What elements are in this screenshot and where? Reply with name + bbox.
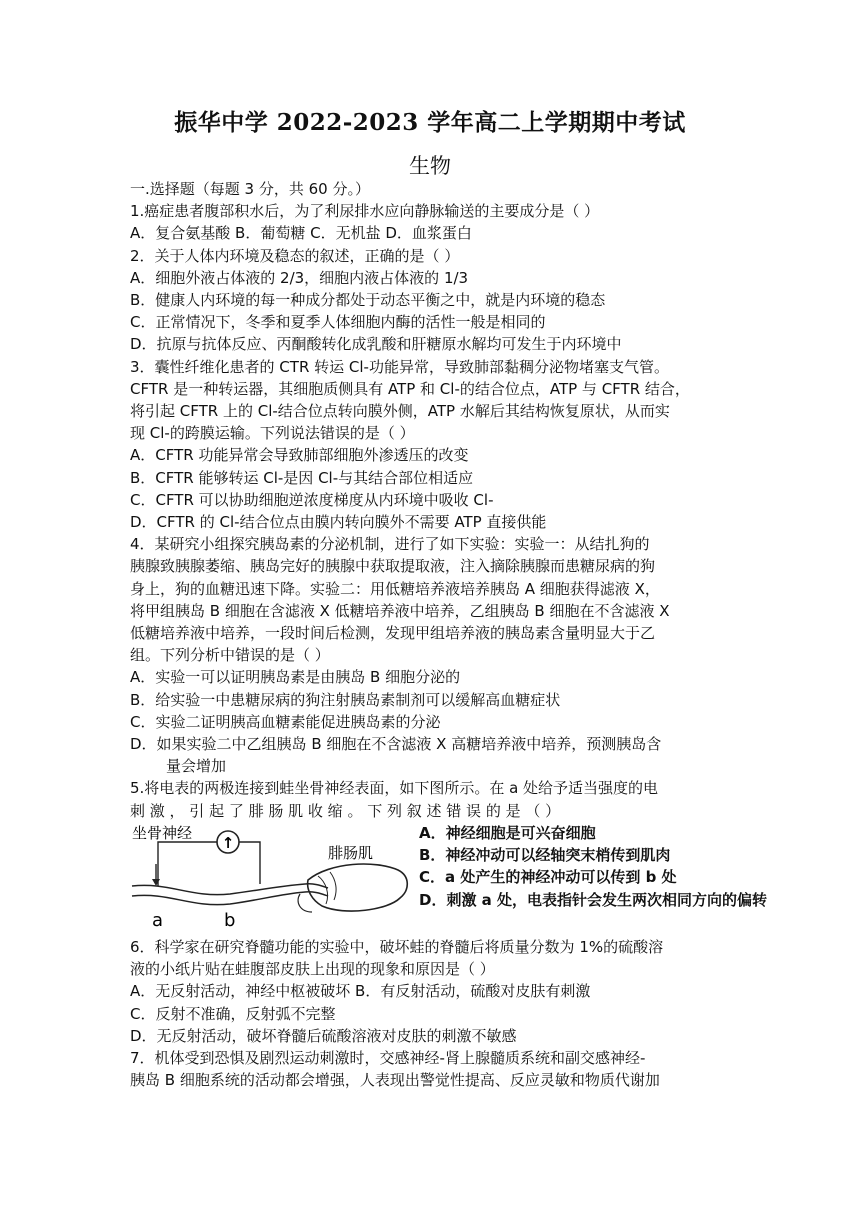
question-5-option-b: B．神经冲动可以经轴突末梢传到肌肉 (419, 846, 671, 865)
gastrocnemius-muscle (308, 864, 408, 911)
question-4-stem-line: 身上，狗的血糖迅速下降。实验二：用低糖培养液培养胰岛 A 细胞获得滤液 X， (130, 579, 660, 598)
question-1-options: A．复合氨基酸 B．葡萄糖 C．无机盐 D．血浆蛋白 (130, 224, 472, 243)
question-2-option-c: C．正常情况下，冬季和夏季人体细胞内酶的活性一般是相同的 (130, 313, 546, 332)
question-6-option-ab: A．无反射活动，神经中枢被破坏 B．有反射活动，硫酸对皮肤有刺激 (130, 982, 591, 1001)
question-3-option-c: C．CFTR 可以协助细胞逆浓度梯度从内环境中吸收 Cl- (130, 490, 494, 509)
question-7-stem-line: 胰岛 B 细胞系统的活动都会增强，人表现出警觉性提高、反应灵敏和物质代谢加 (130, 1071, 660, 1090)
question-4-stem-line: 低糖培养液中培养，一段时间后检测，发现甲组培养液的胰岛素含量明显大于乙 (130, 624, 656, 643)
tendon (298, 894, 312, 912)
question-2-option-d: D．抗原与抗体反应、丙酮酸转化成乳酸和肝糖原水解均可发生于内环境中 (130, 335, 622, 354)
exam-body (130, 178, 768, 1091)
label-gastrocnemius: 腓肠肌 (328, 843, 374, 862)
label-sciatic-nerve: 坐骨神经 (132, 823, 193, 842)
question-6-stem-line: 液的小纸片贴在蛙腹部皮肤上出现的现象和原因是（ ） (130, 960, 495, 979)
question-3-option-b: B．CFTR 能够转运 Cl-是因 Cl-与其结合部位相适应 (130, 468, 474, 487)
electrode-wire-right (239, 842, 260, 884)
question-5-options (419, 822, 789, 911)
question-3-stem-line: 现 Cl-的跨膜运输。下列说法错误的是（ ） (130, 424, 415, 443)
question-3-stem-line: 3．囊性纤维化患者的 CTR 转运 Cl-功能异常，导致肺部黏稠分泌物堵塞支气管。 (130, 357, 669, 376)
question-3-option-a: A．CFTR 功能异常会导致肺部细胞外渗透压的改变 (130, 446, 469, 465)
label-b: b (224, 909, 236, 931)
question-4-option-c: C．实验二证明胰高血糖素能促进胰岛素的分泌 (130, 712, 441, 731)
question-4-option-d: D．如果实验二中乙组胰岛 B 细胞在不含滤液 X 高糖培养液中培养，预测胰岛含 (130, 735, 662, 754)
question-1-stem: 1.癌症患者腹部积水后，为了利尿排水应向静脉输送的主要成分是（ ） (130, 202, 600, 221)
question-4-option-a: A．实验一可以证明胰岛素是由胰岛 B 细胞分泌的 (130, 668, 461, 687)
question-2-option-a: A．细胞外液占体液的 2/3，细胞内液占体液的 1/3 (130, 268, 469, 287)
question-2-stem: 2．关于人体内环境及稳态的叙述，正确的是（ ） (130, 246, 460, 265)
question-4-stem-line: 4．某研究小组探究胰岛素的分泌机制，进行了如下实验：实验一：从结扎狗的 (130, 535, 650, 554)
question-5-stem-line: 刺 激 ， 引 起 了 腓 肠 肌 收 缩 。 下 列 叙 述 错 误 的 是 （ ） (130, 801, 561, 820)
question-4-stem-line: 将甲组胰岛 B 细胞在含滤液 X 低糖培养液中培养，乙组胰岛 B 细胞在不含滤液 X (130, 601, 670, 620)
question-5-option-d: D．刺激 a 处，电表指针会发生两次相同方向的偏转 (419, 890, 768, 909)
question-7-stem-line: 7．机体受到恐惧及剧烈运动刺激时，交感神经-肾上腺髓质系统和副交感神经- (130, 1048, 646, 1067)
question-3-option-d: D．CFTR 的 Cl-结合位点由膜内转向膜外不需要 ATP 直接供能 (130, 513, 547, 532)
question-5-figure-row (130, 822, 768, 936)
exam-title: 振华中学 2022-2023 学年高二上学期期中考试 (174, 109, 686, 136)
question-6-option-d: D．无反射活动，破坏脊髓后硫酸溶液对皮肤的刺激不敏感 (130, 1026, 517, 1045)
frog-nerve-muscle-diagram (130, 824, 410, 932)
question-4-stem-line: 组。下列分析中错误的是（ ） (130, 646, 330, 665)
meter-symbol: ↑ (221, 833, 235, 852)
question-5-option-a: A．神经细胞是可兴奋细胞 (419, 823, 596, 842)
question-4-option-d-continuation: 量会增加 (166, 757, 227, 776)
question-5-stem-line: 5.将电表的两极连接到蛙坐骨神经表面，如下图所示。在 a 处给予适当强度的电 (130, 779, 659, 798)
section-heading: 一.选择题（每题 3 分，共 60 分。） (130, 180, 370, 198)
question-3-stem-line: CFTR 是一种转运器，其细胞质侧具有 ATP 和 Cl-的结合位点，ATP 与 CFTR 结合， (130, 379, 690, 398)
question-5-option-c: C．a 处产生的神经冲动可以传到 b 处 (419, 868, 677, 887)
question-6-stem-line: 6．科学家在研究脊髓功能的实验中，破坏蛙的脊髓后将质量分数为 1%的硫酸溶 (130, 937, 664, 956)
question-2-option-b: B．健康人内环境的每一种成分都处于动态平衡之中，就是内环境的稳态 (130, 291, 606, 310)
question-4-stem-line: 胰腺致胰腺萎缩、胰岛完好的胰腺中获取提取液，注入摘除胰腺而患糖尿病的狗 (130, 557, 656, 576)
question-6-option-c: C．反射不准确，反射弧不完整 (130, 1004, 336, 1023)
electrode-wire-left (158, 842, 217, 886)
subject-title: 生物 (409, 154, 451, 178)
question-4-option-b: B．给实验一中患糖尿病的狗注射胰岛素制剂可以缓解高血糖症状 (130, 690, 561, 709)
label-a: a (152, 909, 164, 931)
stimulus-arrow-head (152, 879, 160, 886)
question-3-stem-line: 将引起 CFTR 上的 Cl-结合位点转向膜外侧，ATP 水解后其结构恢复原状，从而实 (130, 402, 670, 421)
